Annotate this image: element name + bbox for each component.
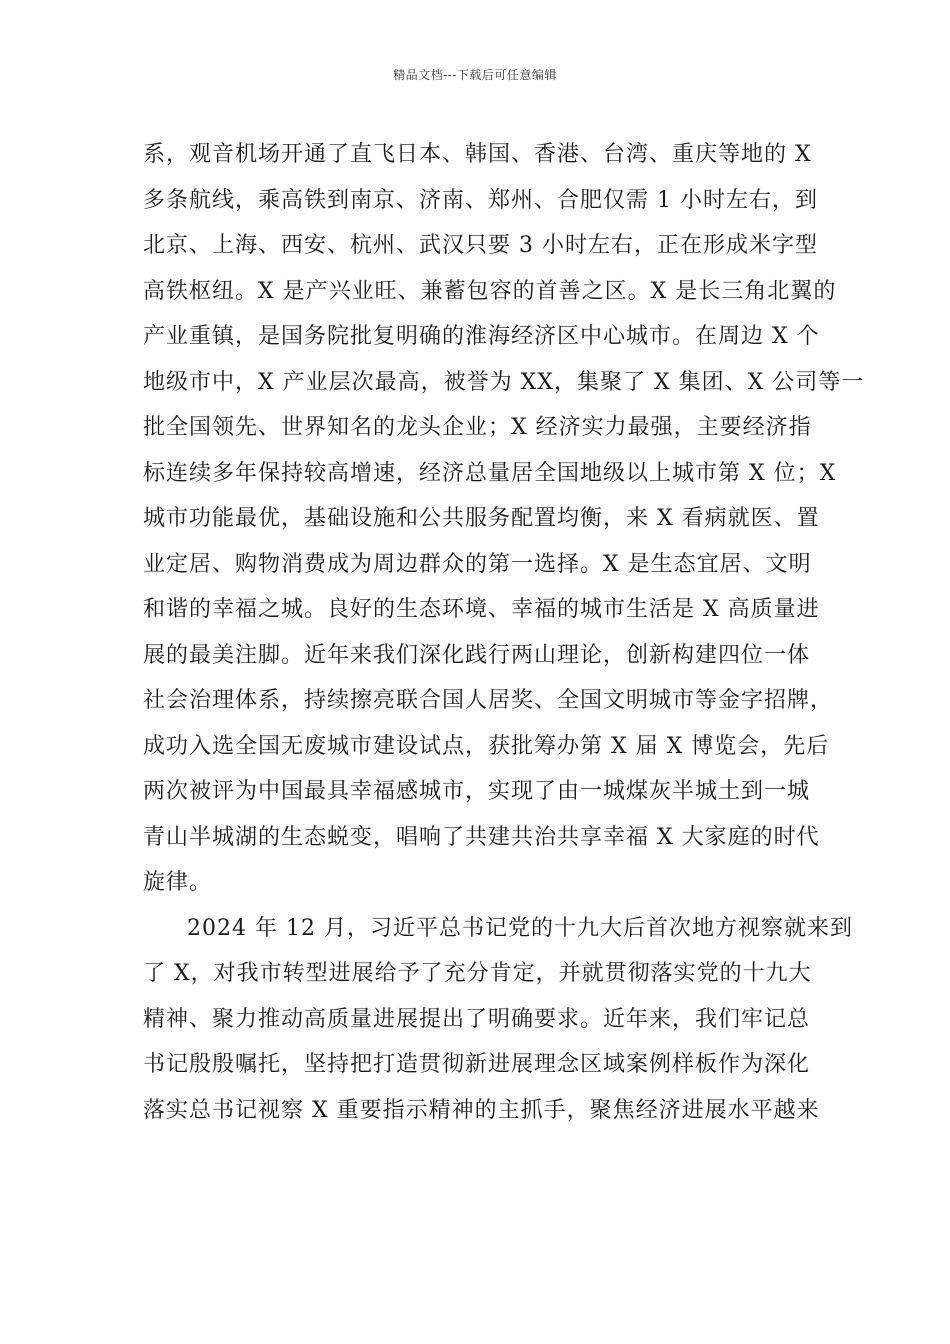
text-line: 标连续多年保持较高增速，经济总量居全国地级以上城市第 X 位；X — [143, 460, 837, 486]
text-line: 青山半城湖的生态蜕变，唱响了共建共治共享幸福 X 大家庭的时代 — [143, 824, 820, 850]
text-line: 落实总书记视察 X 重要指示精神的主抓手，聚焦经济进展水平越来 — [143, 1097, 820, 1123]
text-line: 高铁枢纽。X 是产兴业旺、兼蓄包容的首善之区。X 是长三角北翼的 — [143, 278, 837, 304]
text-line: 书记殷殷嘱托，坚持把打造贯彻新进展理念区域案例样板作为深化 — [143, 1052, 811, 1077]
text-line: 业定居、购物消费成为周边群众的第一选择。X 是生态宜居、文明 — [143, 551, 812, 577]
text-line: 城市功能最优，基础设施和公共服务配置均衡，来 X 看病就医、置 — [143, 506, 820, 531]
text-line: 批全国领先、世界知名的龙头企业；X 经济实力最强，主要经济指 — [143, 415, 812, 440]
text-line: 和谐的幸福之城。良好的生态环境、幸福的城市生活是 X 高质量进 — [143, 597, 820, 622]
body-text — [143, 132, 865, 1133]
text-line: 北京、上海、西安、杭州、武汉只要 3 小时左右，正在形成米字型 — [143, 233, 818, 258]
text-line: 精神、聚力推动高质量进展提出了明确要求。近年来，我们牢记总 — [143, 1006, 811, 1032]
text-line: 多条航线，乘高铁到南京、济南、郑州、合肥仅需 1 小时左右，到 — [143, 187, 818, 213]
text-line: 旋律。 — [143, 870, 213, 895]
text-line: 产业重镇，是国务院批复明确的淮海经济区中心城市。在周边 X 个 — [143, 324, 820, 349]
page-header: 精品文档---下载后可任意编辑 — [393, 68, 557, 82]
text-line: 了 X，对我市转型进展给予了充分肯定，并就贯彻落实党的十九大 — [143, 961, 812, 986]
text-line: 展的最美注脚。近年来我们深化践行两山理论，创新构建四位一体 — [143, 642, 811, 668]
text-line: 地级市中，X 产业层次最高，被誉为 XX，集聚了 X 集团、X 公司等一 — [143, 369, 865, 395]
text-line: 系，观音机场开通了直飞日本、韩国、香港、台湾、重庆等地的 X — [143, 142, 812, 167]
paragraph-start-line: 2024 年 12 月，习近平总书记党的十九大后首次地方视察就来到 — [187, 915, 853, 941]
text-line: 成功入选全国无废城市建设试点，获批筹办第 X 届 X 博览会，先后 — [143, 733, 830, 759]
text-line: 社会治理体系，持续擦亮联合国人居奖、全国文明城市等金字招牌， — [143, 688, 834, 713]
text-line: 两次被评为中国最具幸福感城市，实现了由一城煤灰半城土到一城 — [143, 779, 811, 804]
